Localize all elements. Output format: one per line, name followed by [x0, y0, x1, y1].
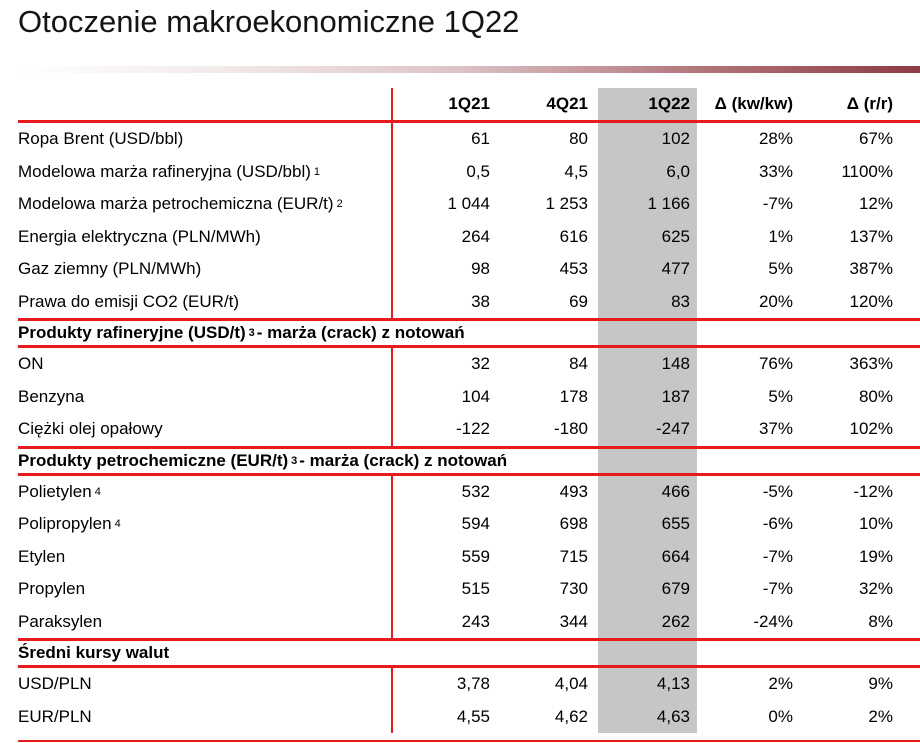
cell-4q21: 493	[559, 481, 588, 501]
cell-delta-yoy: 9%	[868, 674, 893, 694]
macro-table	[18, 88, 920, 733]
table-row	[18, 348, 920, 381]
cell-delta-qoq: 5%	[768, 386, 793, 406]
table-header-row	[18, 88, 920, 123]
cell-delta-qoq: 2%	[768, 674, 793, 694]
cell-delta-yoy: 120%	[849, 291, 893, 311]
cell-delta-qoq: 0%	[768, 706, 793, 726]
cell-4q21: 453	[559, 259, 588, 279]
cell-delta-qoq: 28%	[758, 129, 793, 149]
cell-4q21: 84	[569, 354, 588, 374]
cell-delta-qoq: 5%	[768, 259, 793, 279]
cell-delta-qoq: -6%	[762, 514, 793, 534]
table-row	[18, 541, 920, 574]
cell-1q22: 4,63	[598, 701, 697, 734]
table-row	[18, 156, 920, 189]
cell-1q21: 98	[471, 259, 490, 279]
cell-4q21: 1 253	[545, 194, 588, 214]
row-label: Polietylen 4	[18, 476, 393, 509]
cell-1q21: 38	[471, 291, 490, 311]
cell-4q21: -180	[553, 419, 588, 439]
cell-1q21: -122	[455, 419, 490, 439]
cell-delta-qoq: -7%	[762, 194, 793, 214]
table-row	[18, 668, 920, 701]
column-header-delta-qoq: Δ (kw/kw)	[714, 94, 793, 113]
cell-1q22: 187	[598, 381, 697, 414]
highlight-band-segment	[598, 641, 697, 665]
cell-4q21: 4,5	[564, 161, 588, 181]
table-bottom-rule	[18, 740, 920, 742]
table-row	[18, 573, 920, 606]
row-label: Modelowa marża rafineryjna (USD/bbl) 1	[18, 156, 393, 189]
table-row	[18, 508, 920, 541]
cell-1q22: 466	[598, 476, 697, 509]
row-label: Prawa do emisji CO2 (EUR/t)	[18, 286, 393, 319]
row-label: Energia elektryczna (PLN/MWh)	[18, 221, 393, 254]
table-row	[18, 286, 920, 319]
cell-delta-yoy: 1100%	[841, 161, 893, 181]
cell-1q22: 4,13	[598, 668, 697, 701]
cell-4q21: 69	[569, 291, 588, 311]
cell-delta-yoy: 12%	[858, 194, 893, 214]
cell-4q21: 730	[559, 579, 588, 599]
cell-delta-yoy: 2%	[868, 706, 893, 726]
cell-1q21: 532	[461, 481, 490, 501]
cell-4q21: 4,04	[554, 674, 588, 694]
cell-1q22: 6,0	[598, 156, 697, 189]
cell-1q22: 102	[598, 123, 697, 156]
table-row	[18, 701, 920, 734]
section-header-petrochemical: Produkty petrochemiczne (EUR/t) 3 - marża (crack) z notowań	[18, 446, 920, 476]
row-label: Propylen	[18, 573, 393, 606]
table-row	[18, 221, 920, 254]
cell-1q22: 625	[598, 221, 697, 254]
table-row	[18, 253, 920, 286]
cell-delta-qoq: -7%	[762, 546, 793, 566]
cell-delta-qoq: 37%	[758, 419, 793, 439]
cell-delta-yoy: 80%	[858, 386, 893, 406]
row-label: EUR/PLN	[18, 701, 393, 734]
cell-delta-yoy: 10%	[858, 514, 893, 534]
column-header-delta-yoy: Δ (r/r)	[846, 94, 893, 113]
row-label: USD/PLN	[18, 668, 393, 701]
cell-1q22: 655	[598, 508, 697, 541]
cell-4q21: 344	[559, 611, 588, 631]
column-header-1q22-highlighted: 1Q22	[598, 88, 697, 120]
cell-delta-yoy: 8%	[868, 611, 893, 631]
cell-1q21: 61	[471, 129, 490, 149]
cell-delta-yoy: 387%	[849, 259, 893, 279]
cell-delta-yoy: 32%	[858, 579, 893, 599]
cell-4q21: 698	[559, 514, 588, 534]
cell-delta-qoq: -7%	[762, 579, 793, 599]
cell-delta-qoq: 1%	[768, 226, 793, 246]
cell-1q21: 243	[461, 611, 490, 631]
section-header-fx-rates: Średni kursy walut	[18, 638, 920, 668]
cell-1q21: 594	[461, 514, 490, 534]
row-label: Ciężki olej opałowy	[18, 413, 393, 446]
cell-1q22: 1 166	[598, 188, 697, 221]
cell-delta-qoq: -5%	[762, 481, 793, 501]
table-row	[18, 381, 920, 414]
cell-1q21: 1 044	[447, 194, 490, 214]
cell-delta-yoy: 102%	[849, 419, 893, 439]
row-label: Paraksylen	[18, 606, 393, 639]
cell-1q22: 83	[598, 286, 697, 319]
column-header-1q21: 1Q21	[448, 94, 490, 113]
row-label: Modelowa marża petrochemiczna (EUR/t) 2	[18, 188, 393, 221]
row-label: Polipropylen 4	[18, 508, 393, 541]
cell-1q21: 3,78	[456, 674, 490, 694]
cell-1q22: -247	[598, 413, 697, 446]
row-label: Etylen	[18, 541, 393, 574]
header-right-spacer	[903, 88, 920, 120]
cell-1q22: 679	[598, 573, 697, 606]
cell-1q22: 664	[598, 541, 697, 574]
cell-4q21: 616	[559, 226, 588, 246]
table-row	[18, 606, 920, 639]
table-row	[18, 476, 920, 509]
cell-1q21: 4,55	[456, 706, 490, 726]
cell-4q21: 4,62	[554, 706, 588, 726]
cell-1q21: 515	[461, 579, 490, 599]
cell-delta-qoq: -24%	[753, 611, 793, 631]
cell-delta-yoy: 19%	[858, 546, 893, 566]
highlight-band-segment	[598, 449, 697, 473]
header-label-spacer	[18, 88, 393, 120]
table-row	[18, 123, 920, 156]
cell-1q22: 262	[598, 606, 697, 639]
page-title: Otoczenie makroekonomiczne 1Q22	[18, 4, 520, 39]
cell-4q21: 80	[569, 129, 588, 149]
cell-1q21: 32	[471, 354, 490, 374]
row-label: Benzyna	[18, 381, 393, 414]
cell-1q21: 0,5	[466, 161, 490, 181]
row-label: Ropa Brent (USD/bbl)	[18, 123, 393, 156]
cell-delta-yoy: 137%	[849, 226, 893, 246]
cell-delta-qoq: 20%	[758, 291, 793, 311]
cell-1q21: 559	[461, 546, 490, 566]
cell-1q21: 264	[461, 226, 490, 246]
cell-delta-qoq: 33%	[758, 161, 793, 181]
cell-delta-yoy: 67%	[858, 129, 893, 149]
cell-delta-yoy: -12%	[853, 481, 893, 501]
cell-delta-qoq: 76%	[758, 354, 793, 374]
cell-4q21: 178	[559, 386, 588, 406]
cell-1q22: 477	[598, 253, 697, 286]
row-label: Gaz ziemny (PLN/MWh)	[18, 253, 393, 286]
table-row	[18, 413, 920, 446]
cell-1q22: 148	[598, 348, 697, 381]
cell-delta-yoy: 363%	[849, 354, 893, 374]
column-header-4q21: 4Q21	[546, 94, 588, 113]
title-divider-gradient-bar	[18, 66, 920, 73]
cell-1q21: 104	[461, 386, 490, 406]
section-header-refinery: Produkty rafineryjne (USD/t) 3 - marża (crack) z notowań	[18, 318, 920, 348]
table-row	[18, 188, 920, 221]
row-label: ON	[18, 348, 393, 381]
highlight-band-segment	[598, 321, 697, 345]
cell-4q21: 715	[559, 546, 588, 566]
